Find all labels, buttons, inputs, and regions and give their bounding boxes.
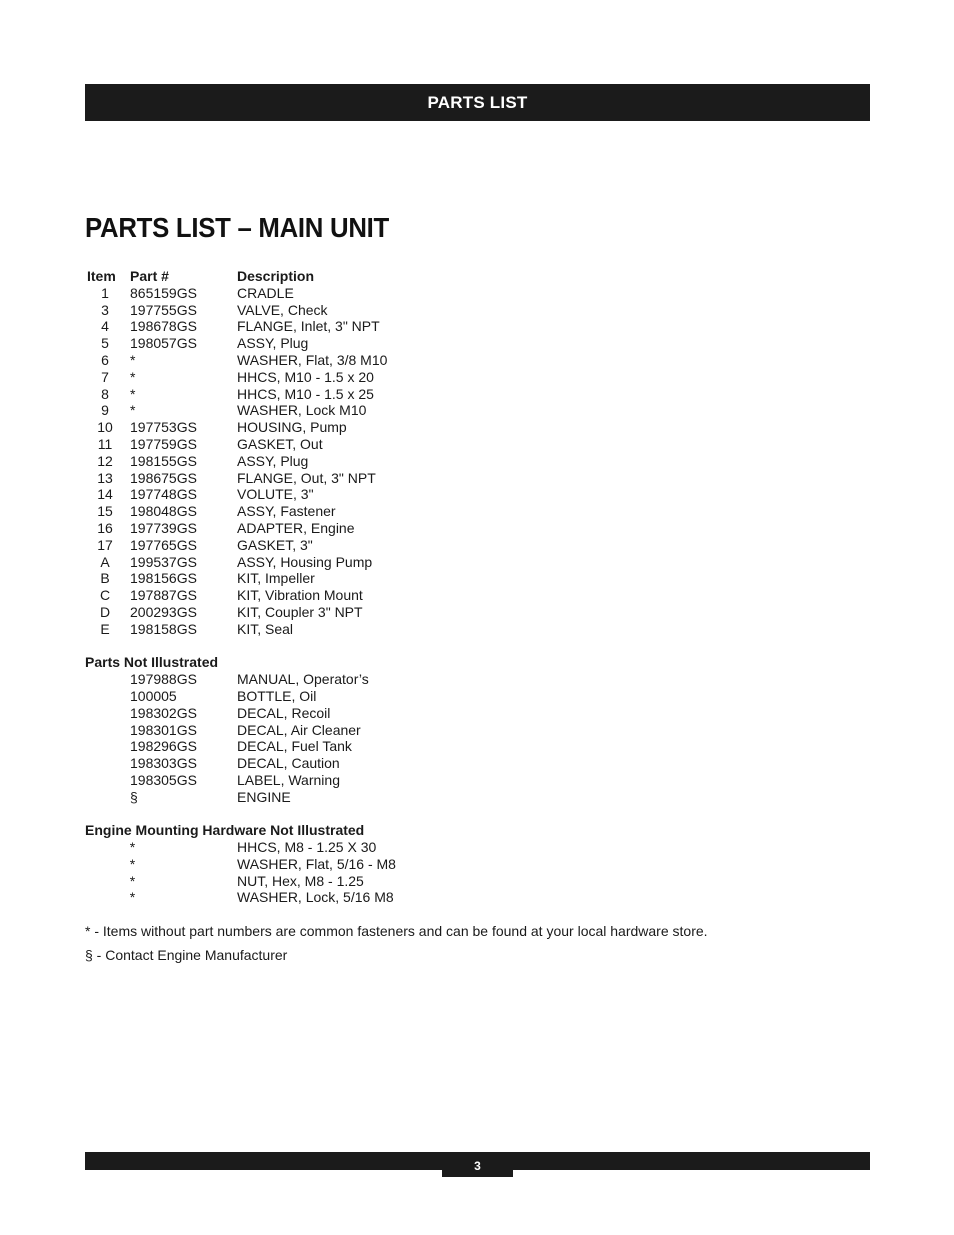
part-number: 197887GS (130, 587, 197, 604)
main-parts-list (85, 284, 388, 638)
table-row (85, 570, 364, 587)
table-row (85, 318, 380, 335)
part-description: GASKET, Out (237, 435, 323, 452)
item-number: B (100, 570, 110, 587)
part-description: KIT, Seal (237, 620, 294, 637)
part-number: 199537GS (130, 553, 197, 570)
table-row (85, 302, 364, 319)
part-number: 198057GS (130, 335, 197, 352)
table-row (85, 553, 373, 571)
part-description: HHCS, M10 - 1.5 x 25 (237, 385, 374, 402)
part-number: 198296GS (130, 738, 197, 755)
table-row (85, 587, 364, 604)
part-description: DECAL, Air Cleaner (237, 721, 361, 738)
part-description: ADAPTER, Engine (237, 519, 355, 536)
parts-not-illustrated-list (85, 671, 369, 805)
table-row (85, 537, 364, 554)
part-description: GASKET, 3" (237, 536, 313, 553)
table-row (85, 453, 364, 470)
table-row (85, 889, 394, 906)
column-header-description: Description (237, 268, 315, 284)
table-row (85, 351, 388, 369)
part-description: WASHER, Flat, 5/16 - M8 (237, 855, 396, 872)
part-number: 100005 (130, 687, 177, 704)
engine-hardware-title: Engine Mounting Hardware Not Illustrated (85, 822, 365, 839)
footnote-section: § - Contact Engine Manufacturer (85, 947, 288, 963)
item-number: 14 (97, 486, 113, 503)
page-number-tab (442, 1152, 513, 1177)
engine-hardware-list (85, 839, 396, 906)
table-row (85, 621, 364, 638)
table-row (85, 419, 364, 436)
table-row (85, 789, 364, 806)
section-header-title: PARTS LIST (427, 92, 528, 112)
parts-table-header (85, 268, 364, 285)
table-row (85, 772, 364, 789)
part-number: 198301GS (130, 721, 197, 738)
part-description: CRADLE (237, 284, 294, 301)
part-description: ASSY, Plug (237, 452, 309, 469)
part-number: 200293GS (130, 603, 197, 620)
part-description: WASHER, Flat, 3/8 M10 (237, 351, 388, 368)
part-number: * (129, 889, 136, 906)
table-row (85, 839, 377, 856)
part-description: KIT, Coupler 3" NPT (237, 603, 363, 620)
table-row (85, 688, 364, 705)
table-row (85, 503, 364, 520)
part-number: * (130, 385, 136, 402)
table-row (85, 402, 367, 419)
parts-table (85, 268, 396, 906)
footnote-asterisk: * - Items without part numbers are common fasteners and can be found at your local hardware store. (85, 923, 708, 939)
part-number: 198305GS (130, 771, 197, 788)
item-number: 11 (97, 435, 113, 452)
table-row (85, 385, 374, 403)
item-number: 17 (97, 536, 113, 553)
part-number: 197765GS (130, 536, 197, 553)
part-description: DECAL, Fuel Tank (237, 738, 352, 755)
part-number: 197739GS (130, 519, 197, 536)
part-description: FLANGE, Inlet, 3" NPT (237, 318, 380, 335)
page-title: PARTS LIST – MAIN UNIT (85, 212, 390, 243)
part-number: 865159GS (130, 284, 197, 301)
table-row (85, 873, 364, 890)
part-number: 197988GS (130, 671, 197, 688)
table-row (85, 855, 396, 873)
item-number: 12 (97, 452, 113, 469)
part-number: 198675GS (130, 469, 197, 486)
part-description: ASSY, Plug (237, 335, 309, 352)
table-row (85, 486, 364, 503)
part-description: VALVE, Check (237, 301, 328, 318)
item-number: 4 (101, 318, 109, 335)
page-number: 3 (474, 1158, 481, 1173)
item-number: D (99, 603, 111, 620)
section-spacer (85, 638, 364, 655)
item-number: 13 (97, 469, 113, 486)
table-row (85, 520, 364, 537)
item-number: 16 (97, 519, 113, 536)
table-row (85, 722, 364, 739)
item-number: 8 (101, 385, 109, 402)
part-description: ASSY, Housing Pump (237, 553, 373, 570)
part-number: * (130, 368, 136, 385)
part-description: DECAL, Caution (237, 755, 340, 772)
part-number: 198048GS (130, 503, 197, 520)
column-header-part: Part # (130, 268, 169, 284)
table-row (85, 469, 376, 487)
part-description: VOLUTE, 3" (237, 486, 314, 503)
table-row (85, 604, 364, 621)
parts-not-illustrated-title: Parts Not Illustrated (85, 654, 219, 671)
section-header-bar (85, 84, 870, 121)
part-description: ENGINE (237, 788, 291, 805)
part-description: DECAL, Recoil (237, 704, 331, 721)
table-row (85, 335, 364, 352)
part-number: 197748GS (130, 486, 197, 503)
table-row (85, 671, 369, 688)
part-number: * (130, 351, 136, 368)
part-number: 198678GS (130, 318, 197, 335)
item-number: 5 (101, 335, 109, 352)
item-number: 1 (101, 284, 109, 301)
item-number: A (100, 553, 110, 570)
part-description: FLANGE, Out, 3" NPT (237, 469, 376, 486)
part-number: * (129, 872, 136, 889)
part-description: ASSY, Fastener (237, 503, 336, 520)
part-description: HHCS, M8 - 1.25 X 30 (237, 839, 377, 856)
part-number: 198156GS (130, 570, 197, 587)
part-number: 198303GS (130, 755, 197, 772)
part-number: 197753GS (130, 419, 197, 436)
part-number: 198302GS (130, 704, 197, 721)
part-description: LABEL, Warning (237, 771, 340, 788)
part-number: * (130, 402, 136, 419)
part-description: WASHER, Lock, 5/16 M8 (237, 889, 394, 906)
part-number: * (129, 839, 136, 856)
item-number: 9 (101, 402, 109, 419)
part-description: MANUAL, Operator’s (237, 671, 369, 688)
item-number: 10 (97, 419, 113, 436)
item-number: E (100, 620, 110, 637)
table-row (85, 436, 364, 453)
table-row (85, 368, 374, 386)
item-number: 6 (101, 351, 109, 368)
part-number: 198158GS (130, 620, 197, 637)
item-number: 3 (101, 301, 109, 318)
part-number: 197759GS (130, 435, 197, 452)
part-description: BOTTLE, Oil (237, 687, 317, 704)
table-row (85, 285, 364, 302)
column-header-item: Item (87, 268, 116, 284)
table-row (85, 705, 364, 722)
part-description: NUT, Hex, M8 - 1.25 (237, 872, 364, 889)
item-number: C (99, 587, 111, 604)
part-description: KIT, Vibration Mount (237, 587, 363, 604)
part-number: * (129, 855, 136, 872)
part-number: 197755GS (130, 301, 197, 318)
table-row (85, 738, 364, 755)
part-description: HHCS, M10 - 1.5 x 20 (237, 368, 374, 385)
item-number: 7 (101, 368, 109, 385)
table-row (85, 755, 364, 772)
part-number: § (130, 788, 138, 805)
item-number: 15 (97, 503, 113, 520)
part-description: KIT, Impeller (237, 570, 315, 587)
part-description: HOUSING, Pump (237, 419, 347, 436)
part-number: 198155GS (130, 452, 197, 469)
part-description: WASHER, Lock M10 (237, 402, 367, 419)
section-spacer (85, 806, 364, 823)
